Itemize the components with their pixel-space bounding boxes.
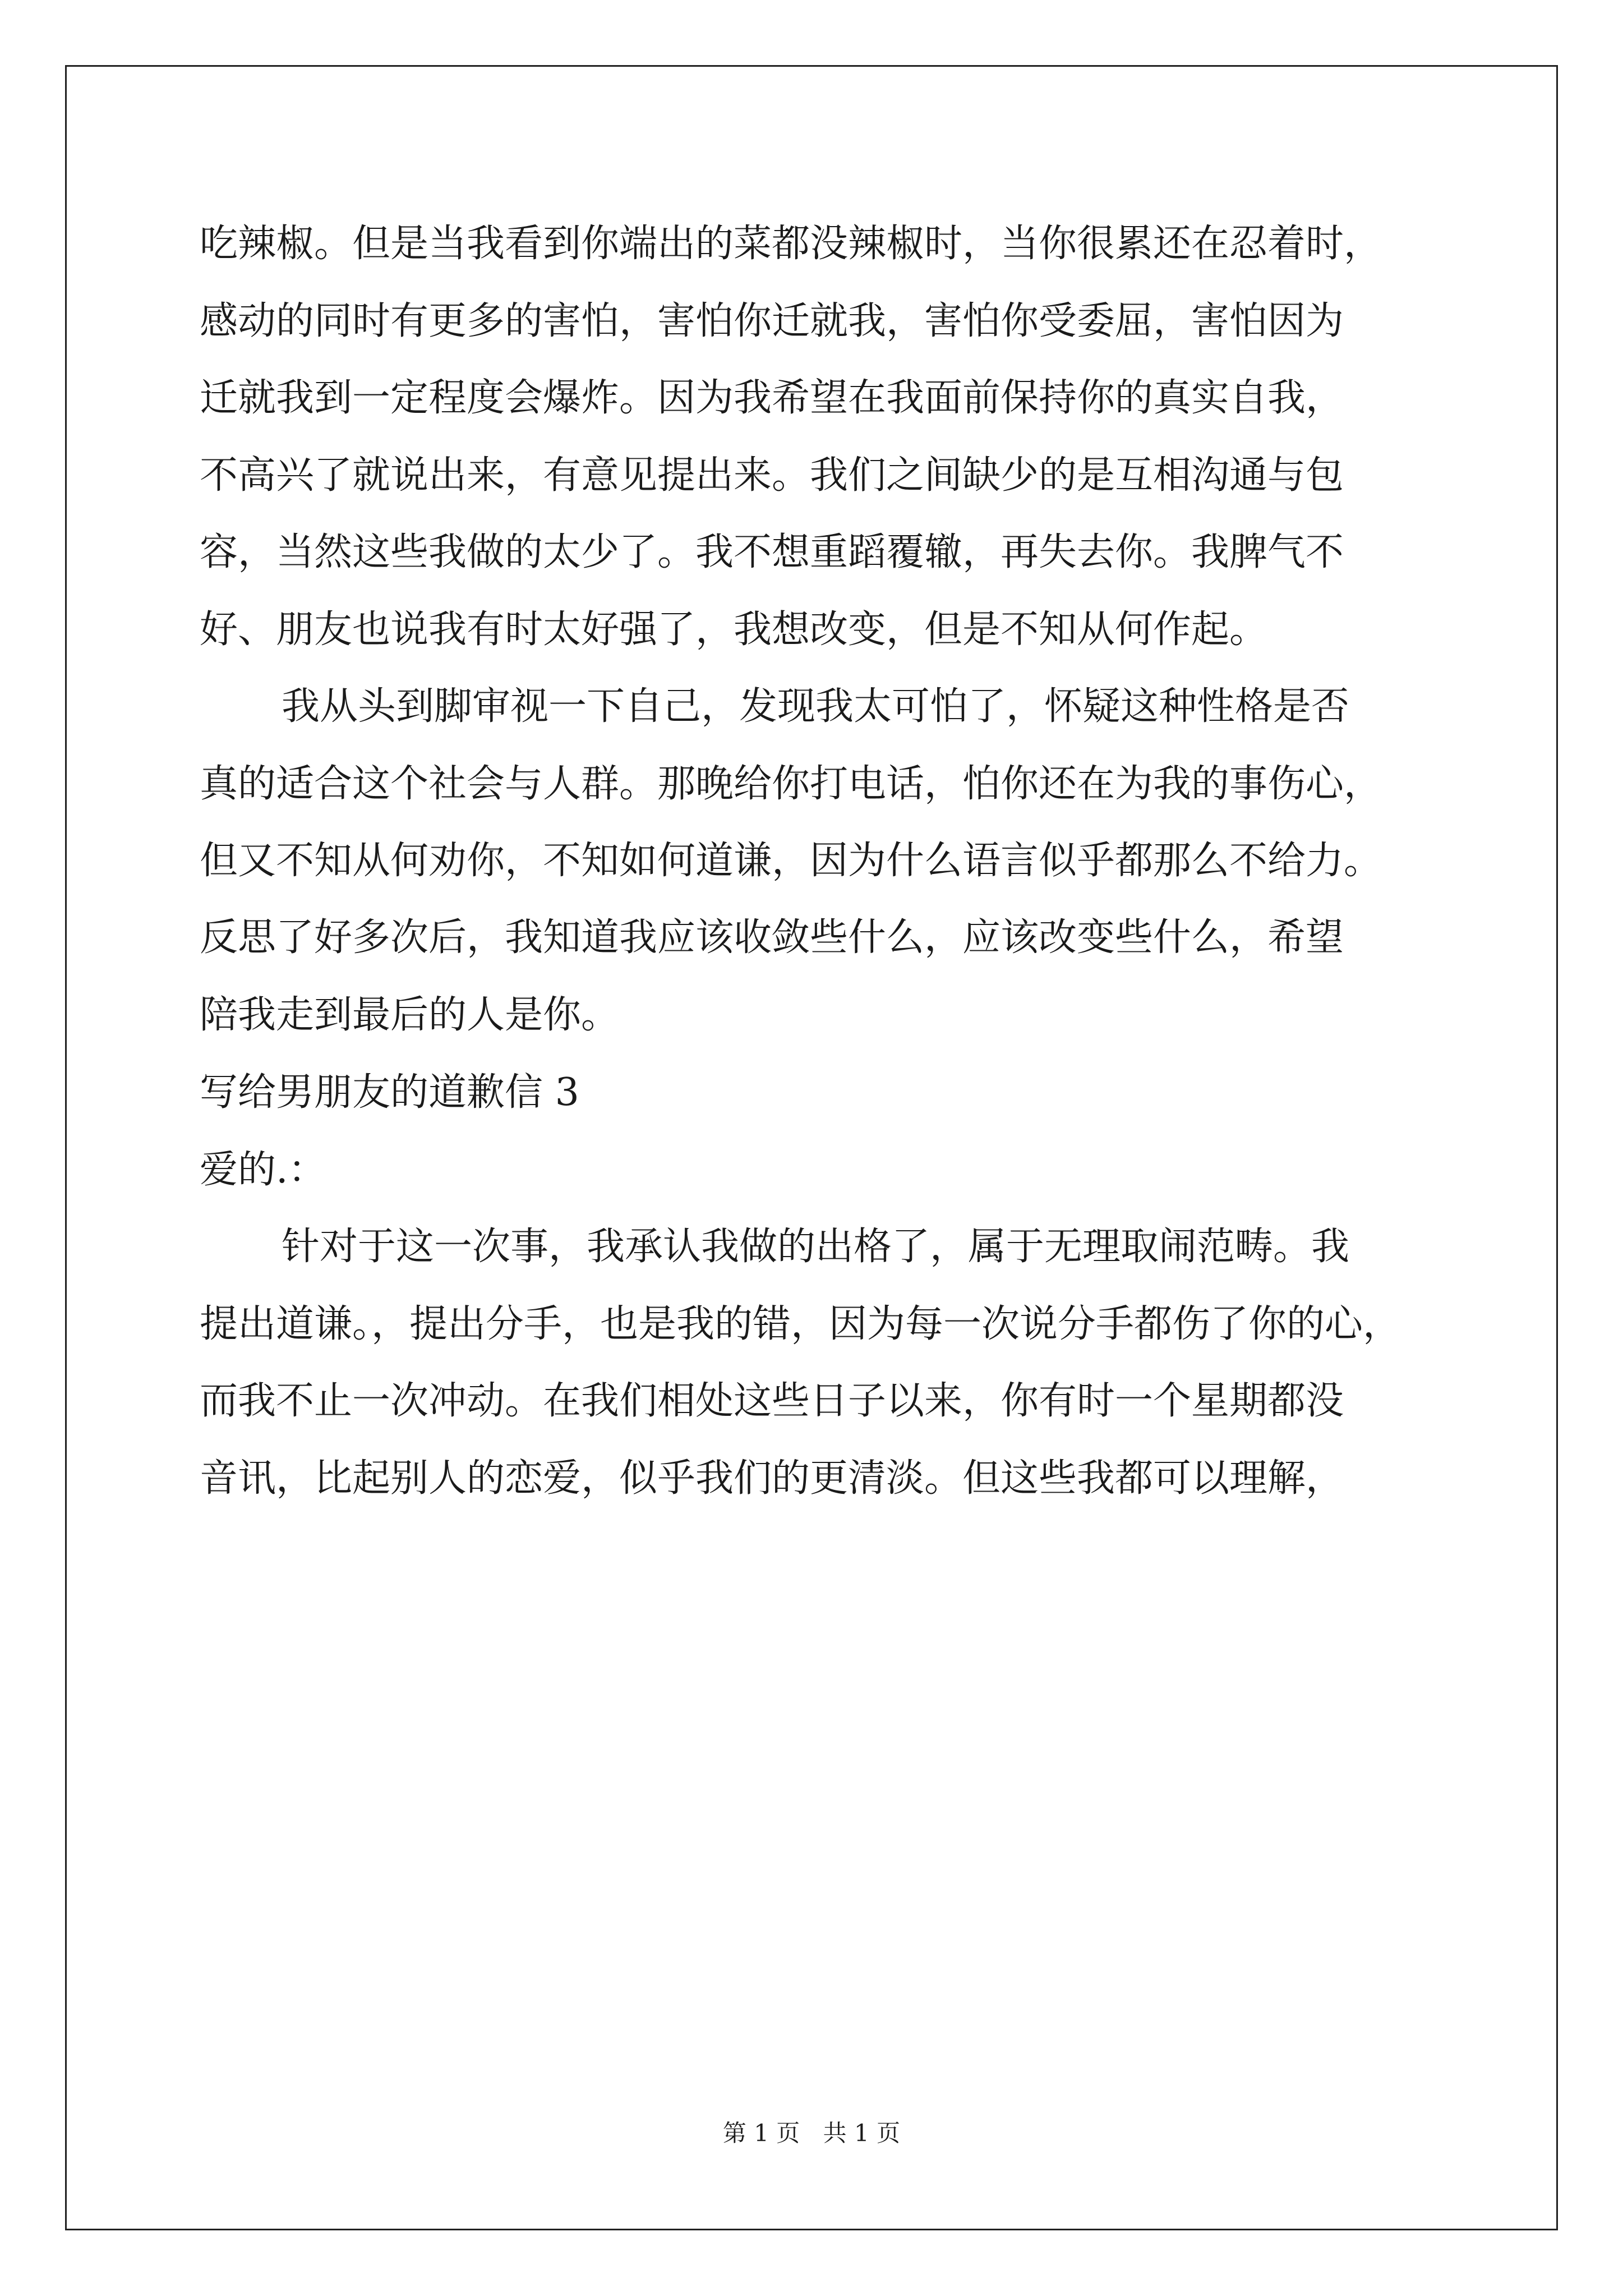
text-line: 陪我走到最后的人是你。: [200, 993, 620, 1037]
text-line: 针对于这一次事，我承认我做的出格了，属于无理取闹范畴。我: [282, 1225, 1350, 1269]
salutation: 爱的.：: [200, 1148, 326, 1192]
text-line: 不高兴了就说出来，有意见提出来。我们之间缺少的是互相沟通与包: [200, 453, 1344, 498]
text-line: 容，当然这些我做的太少了。我不想重蹈覆辙，再失去你。我脾气不: [200, 530, 1344, 574]
text-line: 迁就我到一定程度会爆炸。因为我希望在我面前保持你的真实自我，: [200, 376, 1344, 420]
text-line: 好、朋友也说我有时太好强了，我想改变，但是不知从何作起。: [200, 608, 1268, 652]
text-line: 吃辣椒。但是当我看到你端出的菜都没辣椒时，当你很累还在忍着时，: [200, 222, 1382, 266]
text-line: 提出道谦。，提出分手，也是我的错，因为每一次说分手都伤了你的心，: [200, 1302, 1401, 1346]
text-line: 音讯，比起别人的恋爱，似乎我们的更清淡。但这些我都可以理解，: [200, 1456, 1344, 1501]
page-footer: [0, 2119, 1623, 2147]
text-line: 真的适合这个社会与人群。那晚给你打电话，怕你还在为我的事伤心，: [200, 762, 1382, 806]
text-line: 反思了好多次后，我知道我应该收敛些什么，应该改变些什么，希望: [200, 915, 1344, 960]
page-number: 第 1 页: [722, 2119, 800, 2147]
text-line: 感动的同时有更多的害怕，害怕你迁就我，害怕你受委屈，害怕因为: [200, 299, 1344, 343]
text-line: 我从头到脚审视一下自己，发现我太可怕了，怀疑这种性格是否: [282, 684, 1350, 729]
section-heading: 写给男朋友的道歉信 3: [200, 1070, 579, 1115]
text-line: 而我不止一次冲动。在我们相处这些日子以来，你有时一个星期都没: [200, 1379, 1344, 1423]
text-line: 但又不知从何劝你，不知如何道谦，因为什么语言似乎都那么不给力。: [200, 839, 1382, 883]
page-total: 共 1 页: [823, 2119, 901, 2147]
